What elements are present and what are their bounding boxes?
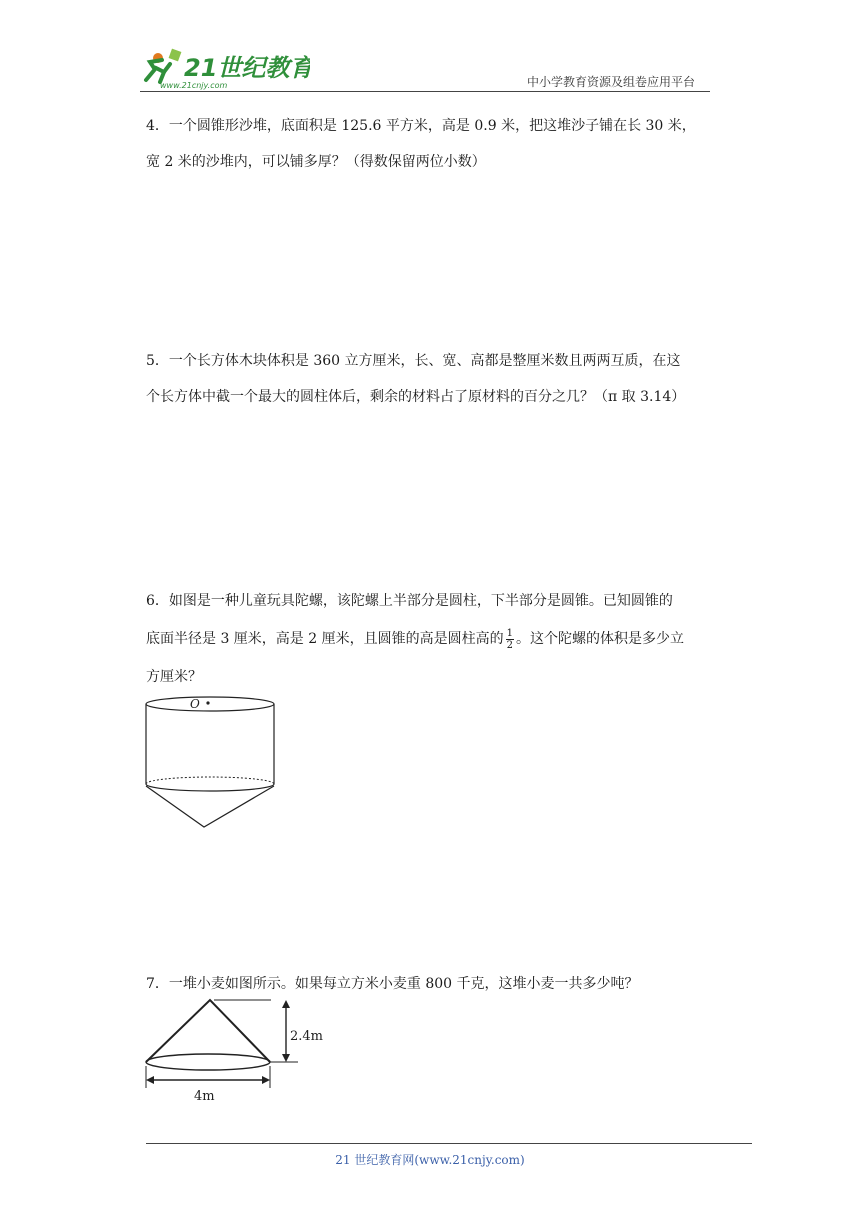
height-label: 2.4m [290, 1029, 324, 1044]
question-number: 6． [146, 593, 169, 609]
question-line: 宽 2 米的沙堆内，可以铺多厚？（得数保留两位小数） [146, 154, 486, 170]
question-4 [146, 108, 716, 180]
cylinder-bottom-front [146, 784, 274, 791]
question-number: 5． [146, 353, 169, 369]
question-line [146, 620, 716, 658]
logo-text: 21世纪教育 [184, 54, 310, 82]
question-line [146, 582, 716, 620]
question-number: 7． [146, 976, 169, 992]
height-arrow-down-icon [282, 1054, 290, 1062]
spinning-top-figure [140, 692, 280, 832]
question-line [146, 343, 716, 379]
question-text: 一堆小麦如图所示。如果每立方米小麦重 800 千克，这堆小麦一共多少吨？ [168, 976, 639, 992]
diameter-arrow-right-icon [262, 1076, 270, 1084]
runner-logo-icon [140, 44, 310, 90]
wheat-pile-figure [140, 996, 370, 1108]
footer-text[interactable]: 21 世纪教育网(www.21cnjy.com) [335, 1153, 525, 1167]
logo-url: www.21cnjy.com [160, 81, 228, 90]
diameter-label: 4m [194, 1089, 215, 1104]
site-logo [140, 44, 310, 90]
question-line [146, 108, 716, 144]
question-text: 底面半径是 3 厘米，高是 2 厘米，且圆锥的高是圆柱高的 [146, 631, 504, 647]
header-platform-text: 中小学教育资源及组卷应用平台 [527, 75, 696, 89]
header-divider [140, 91, 710, 92]
cone-outline [146, 786, 274, 827]
question-line: 个长方体中截一个最大的圆柱体后，剩余的材料占了原材料的百分之几？（π 取 3.14） [146, 389, 686, 405]
cylinder-top-ellipse [146, 697, 274, 711]
footer-divider [146, 1143, 752, 1144]
question-text: 如图是一种儿童玩具陀螺，该陀螺上半部分是圆柱，下半部分是圆锥。已知圆锥的 [168, 593, 673, 609]
fraction-numerator: 1 [506, 627, 513, 639]
diameter-arrow-left-icon [146, 1076, 154, 1084]
center-point [206, 701, 209, 704]
question-line: 方厘米？ [146, 669, 202, 685]
cone-base-ellipse [146, 1054, 270, 1070]
cone-sides [146, 1000, 270, 1062]
fraction-denominator: 2 [506, 639, 513, 651]
question-6 [146, 582, 716, 696]
question-text: 。这个陀螺的体积是多少立 [516, 631, 684, 647]
question-number: 4． [146, 118, 169, 134]
height-arrow-up-icon [282, 1000, 290, 1008]
question-5 [146, 343, 716, 415]
question-text: 一个圆锥形沙堆，底面积是 125.6 平方米，高是 0.9 米，把这堆沙子铺在长 30 米， [168, 118, 696, 134]
cylinder-bottom-back [146, 777, 274, 784]
question-text: 一个长方体木块体积是 360 立方厘米，长、宽、高都是整厘米数且两两互质，在这 [168, 353, 681, 369]
fraction-one-half [506, 628, 514, 651]
center-label: O [190, 697, 200, 711]
